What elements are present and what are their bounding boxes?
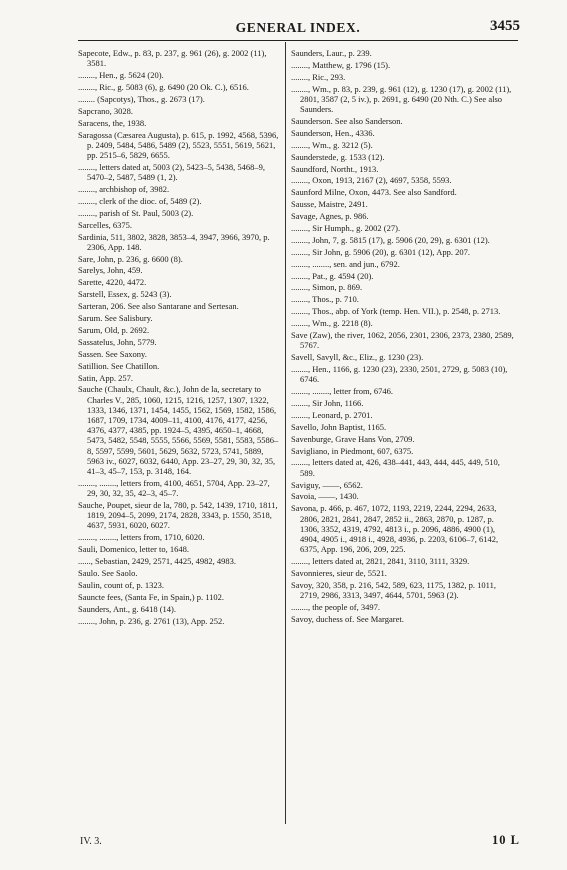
index-entry: ........, Ric., 293.: [291, 71, 346, 82]
index-entry: Savoy, 320, 358, p. 216, 542, 589, 623, 1175, 1382, p. 1011, 2719, 2986, 3313, 3497, 4644, 5701, 5963 (2).: [291, 579, 496, 600]
index-entry: ........, ........, letters from, 4100, 4651, 5704, App. 23–27, 29, 30, 32, 35, 42–3, 45–7.: [78, 477, 270, 499]
index-entry: Sassen. See Saxony.: [78, 348, 147, 359]
index-entry: Sauche (Chaulx, Chault, &c.), John de la, secretary to Charles V., 285, 1060, 1215, 1216, 1257, 1307, 1322, 1333, 1346, 1371, 1454, 1455, 1562, 1569, 1582, 1586, 1687, 1709, 1734, 4009–11, 4100, 4176, 4177, 4256, 4376, 4377, 4385, pp. 1924–5, 4395, 4650–1, 4668, 5473, 5482, 5548, 5555, 5566, 5569, 5581, 5583, 5586–8, 5597, 5599, 5601, 5629, 5632, 5723, 5741, 5889, 5963 iv., 6027, 6032, 6440, App. 23–27, 29, 30, 32, 35, 41–3, 45–7, 153, p. 3148, 164.: [78, 384, 279, 477]
index-entry: ........, parish of St. Paul, 5003 (2).: [78, 207, 194, 218]
index-entry: Saracens, the, 1938.: [78, 117, 147, 128]
index-entry: ......, Sebastian, 2429, 2571, 4425, 4982, 4983.: [78, 556, 236, 567]
index-entry: ........, Thos., p. 710.: [291, 294, 359, 305]
index-entry: ........, ........, sen. and jun., 6792.: [291, 258, 400, 269]
index-entry: ........, Ric., g. 5083 (6), g. 6490 (20 Ok. C.), 6516.: [78, 81, 249, 92]
index-entry: ........, Leonard, p. 2701.: [291, 409, 373, 420]
index-entry: ........, Thos., abp. of York (temp. Hen. VII.), p. 2548, p. 2713.: [291, 306, 501, 317]
index-entry: Sassatelus, John, 5779.: [78, 336, 157, 347]
index-entry: Savoy, duchess of. See Margaret.: [291, 613, 404, 624]
index-entry: Saunford Milne, Oxon, 4473. See also Sandford.: [291, 187, 457, 198]
volume-mark: 10 L: [492, 833, 520, 847]
index-entry: Sapecote, Edw., p. 83, p. 237, g. 961 (26), g. 2002 (11), 3581.: [78, 48, 267, 69]
index-entry: Savenburge, Grave Hans Von, 2709.: [291, 433, 415, 444]
index-entry: ........, John, 7, g. 5815 (17), g. 5906 (20, 29), g. 6301 (12).: [291, 234, 490, 245]
index-entry: ........, John, p. 236, g. 2761 (13), App. 252.: [78, 615, 225, 626]
index-entry: Sauche, Poupet, sieur de la, 780, p. 542, 1439, 1710, 1811, 1819, 2094–5, 2099, 2174, 2828, 3343, p. 1550, 3518, 4637, 5931, 6020, 6027.: [78, 500, 278, 531]
index-entry: Saunderstede, g. 1533 (12).: [291, 151, 385, 162]
index-entry: Sausse, Maistre, 2491.: [291, 199, 368, 210]
index-entry: ........, Sir John, g. 5906 (20), g. 6301 (12), App. 207.: [291, 246, 470, 257]
index-entry: Saundford, Northt., 1913.: [291, 163, 379, 174]
index-entry: Savoia, ——, 1430.: [291, 491, 359, 502]
index-entry: Sarcelles, 6375.: [78, 219, 133, 230]
right-column: [291, 48, 515, 626]
index-entry: Satin, App. 257.: [78, 372, 134, 383]
index-entry: Sarstell, Essex, g. 5243 (3).: [78, 289, 172, 300]
index-entry: ........, Wm., g. 2218 (8).: [291, 318, 373, 329]
index-entry: Sarum. See Salisbury.: [78, 313, 153, 324]
index-entry: Saulo. See Saolo.: [78, 567, 138, 578]
signature-mark: IV. 3.: [80, 836, 102, 847]
index-entry: ........, Hen., g. 5624 (20).: [78, 70, 164, 81]
index-entry: Sarette, 4220, 4472.: [78, 277, 147, 288]
index-entry: ........, Sir John, 1166.: [291, 397, 364, 408]
index-entry: Sauli, Domenico, letter to, 1648.: [78, 544, 189, 555]
left-column: [78, 48, 280, 627]
index-entry: ........, Hen., 1166, g. 1230 (23), 2330, 2501, 2729, g. 5083 (10), 6746.: [291, 363, 508, 385]
index-entry: Sardinia, 511, 3802, 3828, 3853–4, 3947, 3966, 3970, p. 2306, App. 148.: [78, 231, 270, 252]
index-entry: Satillion. See Chatillon.: [78, 360, 160, 371]
index-entry: Savello, John Baptist, 1165.: [291, 421, 387, 432]
index-entry: Saviguy, ——, 6562.: [291, 479, 363, 490]
index-entry: Savell, Savyll, &c., Eliz., g. 1230 (23).: [291, 352, 424, 363]
index-entry: Save (Zaw), the river, 1062, 2056, 2301, 2306, 2373, 2380, 2589, 5767.: [291, 330, 514, 351]
index-entry: ........, letters dated at, 5003 (2), 5423–5, 5438, 5468–9, 5470–2, 5487, 5489 (1, 2).: [78, 161, 265, 183]
index-entry: Savage, Agnes, p. 986.: [291, 211, 369, 222]
page-title: GENERAL INDEX.: [235, 20, 361, 35]
index-entry: ........, letters dated at, 2821, 2841, 3110, 3111, 3329.: [291, 556, 470, 566]
index-entry: Savonnieres, sieur de, 5521.: [291, 567, 387, 578]
index-entry: Sarum, Old, p. 2692.: [78, 324, 150, 335]
index-entry: ........, Simon, p. 869.: [291, 282, 363, 293]
index-entry: Saunderson. See also Sanderson.: [291, 115, 403, 126]
index-entry: ........, archbishop of, 3982.: [78, 183, 170, 194]
index-entry: ........, ........, letter from, 6746.: [291, 386, 393, 397]
index-entry: Sapcrano, 3028.: [78, 105, 134, 116]
index-entry: ........, Sir Humph., g. 2002 (27).: [291, 222, 401, 233]
index-entry: Savona, p. 466, p. 467, 1072, 1193, 2219, 2244, 2294, 2633, 2806, 2821, 2841, 2847, 2852 ii., 2863, 2870, p. 1287, p. 1306, 3352, 4319, 4792, 4813 i., p. 2096, 4886, 4900 (1), 4904, 4905 i., 4918 i., 4928, 4936, p. 2203, 6106–7, 6142, 6375, App. 196, 206, 209, 225.: [291, 503, 499, 555]
index-entry: ........, Wm., p. 83, p. 239, g. 961 (12), g. 1230 (17), g. 2002 (11), 2801, 3587 (2, 5 iv.), p. 2691, g. 6490 (20 Nth. C.) See also Saunders.: [291, 83, 512, 115]
index-entry: ........, ........, letters from, 1710, 6020.: [78, 532, 205, 543]
index-entry: Saunderson, Hen., 4336.: [291, 127, 375, 138]
column-divider: [285, 42, 286, 824]
index-entry: ........, Pat., g. 4594 (20).: [291, 270, 374, 281]
index-entry: ........, Oxon, 1913, 2167 (2), 4697, 5358, 5593.: [291, 175, 452, 186]
index-entry: ........, clerk of the dioc. of, 5489 (2).: [78, 195, 202, 206]
page-number: 3455: [490, 18, 520, 34]
index-entry: Sare, John, p. 236, g. 6600 (8).: [78, 253, 183, 264]
index-entry: Sauncte fees, (Santa Fe, in Spain,) p. 1102.: [78, 591, 225, 602]
index-entry: Sarteran, 206. See also Santarane and Sertesan.: [78, 301, 239, 312]
index-entry: ........ (Sapcotys), Thos., g. 2673 (17).: [78, 93, 205, 104]
index-entry: Saunders, Laur., p. 239.: [291, 48, 372, 58]
index-entry: ........, letters dated at, 426, 438–441, 443, 444, 445, 449, 510, 589.: [291, 457, 500, 478]
index-entry: Savigliano, in Piedmont, 607, 6375.: [291, 445, 414, 456]
index-entry: ........, Wm., g. 3212 (5).: [291, 139, 373, 150]
index-entry: Sarelys, John, 459.: [78, 265, 143, 276]
index-entry: Saragossa (Cæsarea Augusta), p. 615, p. 1992, 4568, 5396, p. 2409, 5484, 5486, 5489 (2), 5523, 5551, 5619, 5621, pp. 2515–6, 5829, 6655.: [78, 129, 279, 160]
index-entry: ........, the people of, 3497.: [291, 601, 380, 612]
page-header: [78, 20, 518, 41]
index-entry: Saulin, count of, p. 1323.: [78, 579, 164, 590]
index-entry: Saunders, Ant., g. 6418 (14).: [78, 603, 176, 614]
index-entry: ........, Matthew, g. 1796 (15).: [291, 59, 391, 70]
